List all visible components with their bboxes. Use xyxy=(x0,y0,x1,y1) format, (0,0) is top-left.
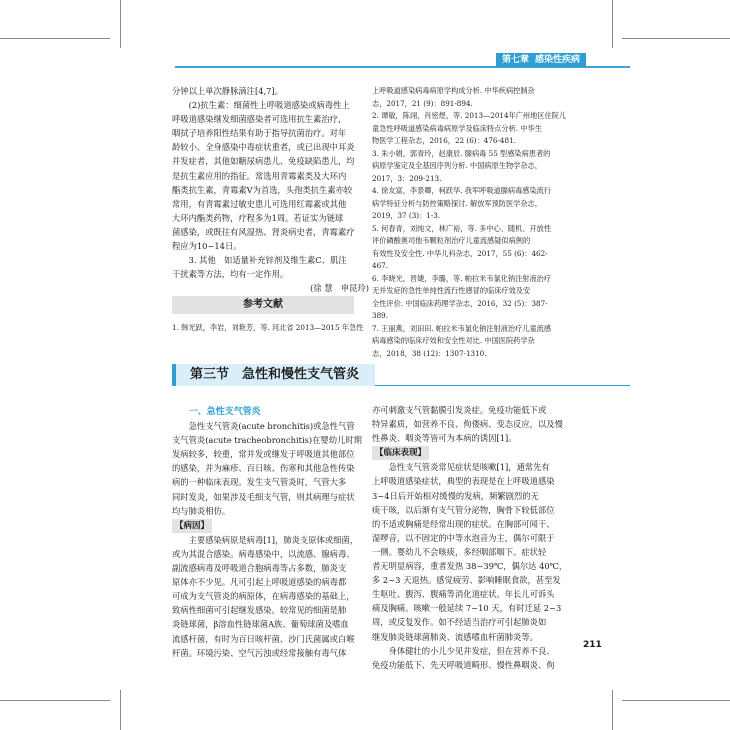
text-line: 程应为10~14日。 xyxy=(172,241,242,252)
reference-item: 6. 李晓光，晋婕，李璐，等. 帕拉米韦氯化钠注射液治疗 xyxy=(372,273,552,283)
lower-left-column xyxy=(172,404,369,660)
text-line: 同时发炎，如果涉及毛细支气管，则其病理与症状 xyxy=(172,491,355,502)
text-line: 干扰素等方法，均有一定作用。 xyxy=(172,269,289,280)
reference-item: 评价磷酸奥司他韦颗粒剂治疗儿童流感疑似病例的 xyxy=(372,236,531,245)
etiology-tag: 【病因】 xyxy=(172,519,212,533)
references-right xyxy=(372,85,578,360)
author-signature: (徐 慧 申昆玲) xyxy=(310,283,369,294)
section-heading: 第三节 急性和慢性支气管炎 xyxy=(172,364,375,386)
reference-item: 2017，3：209-213. xyxy=(372,173,442,183)
text-line: 3. 其他 如适量补充锌剂及维生素C、肌注 xyxy=(188,255,347,266)
text-line: 流感杆菌，有时为百日咳杆菌、沙门氏菌属或白喉 xyxy=(172,633,355,644)
text-line: 3~4日后开始相对缓慢的发病，频繁剧烈的无 xyxy=(372,490,539,501)
text-line: 是抗生素应用的指征。常选用青霉素类及大环内 xyxy=(172,170,347,181)
text-line: 身体健壮的小儿少见并发症，但在营养不良、 xyxy=(388,645,555,656)
etiology-heading xyxy=(172,518,369,533)
text-line: 生呕吐、腹泻、腹痛等消化道症状。年长儿可诉头 xyxy=(372,589,555,600)
reference-item: 5. 何春青，刘纯文，林广裕，等. 多中心、随机、开放性 xyxy=(372,223,552,233)
text-line: 发病较多，较重，常并发或继发于呼吸道其他部位 xyxy=(172,449,355,460)
reference-item: 物医学工程杂志，2016，22 (6)：476-481. xyxy=(372,136,516,145)
text-line: 菌感染，或既往有风湿热、肾炎病史者，青霉素疗 xyxy=(172,226,355,237)
text-line: 副流感病毒及呼吸道合胞病毒等占多数，肺炎支 xyxy=(172,563,347,574)
reference-item: 上呼吸道感染病毒病原学构成分析. 中华疾病控制杂 xyxy=(372,86,535,95)
text-line: 原体亦不少见。凡可引起上呼吸道感染的病毒都 xyxy=(172,577,347,588)
subsection-heading xyxy=(172,404,369,419)
text-line: 常用，有青霉素过敏史患儿可选用红霉素或其他 xyxy=(172,198,347,209)
text-line: 大环内酯类药物，疗程多为1周。若证实为链球 xyxy=(172,212,344,223)
reference-item: 志，2018，38 (12)：1307-1310. xyxy=(372,348,487,358)
text-line: 杆菌。环境污染、空气污浊或经常接触有毒气体 xyxy=(172,647,347,658)
reference-item: 467. xyxy=(372,261,389,270)
text-line: 上呼吸道感染症状，典型的表现是在上呼吸道感染 xyxy=(372,476,555,487)
reference-item: 志，2017，21 (9)：891-894. xyxy=(372,98,473,108)
reference-item: 病学特征分析与防控策略探讨. 解放军预防医学杂志， xyxy=(372,198,542,208)
text-line: 致病性细菌可引起继发感染。较常见的细菌是肺 xyxy=(172,605,347,616)
text-line: 可成为支气管炎的病原体，在病毒感染的基础上， xyxy=(172,591,355,602)
text-line: 多 2~3 天退热。感觉疲劳、影响睡眠食欲，甚至发 xyxy=(372,575,561,586)
reference-item: 病毒感染的临床疗效和安全性对比. 中国医院药学杂 xyxy=(372,336,535,345)
lower-right-column xyxy=(372,403,578,672)
reference-item: 2019，37 (3)：1-3. xyxy=(372,211,441,220)
text-line: 呼吸道感染继发细菌感染者可选用抗生素治疗， xyxy=(172,114,347,125)
text-line: 痰干咳，以后渐有支气管分泌物，胸骨下较低部位 xyxy=(372,504,555,515)
text-line: 均与肺炎相仿。 xyxy=(172,505,231,516)
text-line: 一侧。婴幼儿不会咳痰，多经咽部咽下。症状轻 xyxy=(372,546,547,557)
reference-item: 无并发症的急性单纯性流行性感冒的临床疗效及安 xyxy=(372,286,531,295)
crop-mark-bottom-right-h xyxy=(622,700,730,701)
references-left xyxy=(172,322,372,335)
text-line: 的感染，并为麻疹、百日咳、伤寒和其他急性传染 xyxy=(172,463,355,474)
text-line: 咽拭子培养阳性结果有助于指导抗菌治疗。对年 xyxy=(172,128,347,139)
text-line: (2)抗生素：细菌性上呼吸道感染或病毒性上 xyxy=(188,100,350,111)
references-heading: 参考文献 xyxy=(172,296,354,314)
text-line: 炎链球菌，β溶血性链球菌A族、葡萄球菌及嗜血 xyxy=(172,619,349,630)
section-rule xyxy=(375,385,630,386)
crop-mark-top-right-h xyxy=(622,38,730,39)
text-line: 湿啰音，以不固定的中等水泡音为主，偶尔可限于 xyxy=(372,532,555,543)
subsection-title: 一、急性支气管炎 xyxy=(188,407,261,417)
text-line: 周，或反复发作。如不经适当治疗可引起肺炎如 xyxy=(372,617,547,628)
crop-mark-top-left-v xyxy=(120,0,121,48)
upper-left-column xyxy=(172,84,369,295)
text-line: 继发肺炎链球菌肺炎、流感嗜血杆菌肺炎等。 xyxy=(372,631,538,642)
crop-mark-top-left-h xyxy=(0,38,110,39)
text-line: 特异素质，如营养不良、佝偻病、变态反应，以及慢 xyxy=(372,419,563,430)
text-line: 急性支气管炎常见症状是咳嗽[1]，通常先有 xyxy=(388,462,550,473)
crop-mark-bottom-left-v xyxy=(120,690,121,730)
clinical-heading xyxy=(372,445,578,460)
text-line: 并发症者，其他如糖尿病患儿、免疫缺陷患儿，均 xyxy=(172,156,355,167)
text-line: 亦可刺激支气管黏膜引发炎症。免疫功能低下或 xyxy=(372,405,547,415)
crop-mark-bottom-right-v xyxy=(612,690,613,730)
reference-item: 3. 朱小娟，郭青玲，赵康辰. 腺病毒 55 型感染病患者的 xyxy=(372,148,551,158)
text-line: 分钟以上单次静脉滴注[4,7]。 xyxy=(172,86,283,96)
text-line: 痛及胸痛。咳嗽一般延续 7~10 天，有时迁延 2~3 xyxy=(372,603,562,614)
reference-item: 有效性及安全性. 中华儿科杂志，2017，55 (6)：462- xyxy=(372,248,548,258)
reference-item: 病原学鉴定及全基因序列分析. 中国病原生物学杂志， xyxy=(372,161,542,170)
text-line: 酯类抗生素，青霉素V为首选，头孢类抗生素亦较 xyxy=(172,184,353,195)
chapter-label: 第七章 xyxy=(501,55,529,65)
crop-mark-top-right-v xyxy=(612,0,613,48)
text-line: 急性支气管炎(acute bronchitis)或急性气管 xyxy=(188,421,355,432)
reference-item: 2. 谭敏，陈翊，肖密煜，等. 2013—2014年广州地区住院儿 xyxy=(372,111,567,120)
text-line: 者无明显病容，重者发热 38~39℃，偶尔达 40℃， xyxy=(372,561,568,572)
reference-item: 1. 韩光跃，李岩，刘艳芳，等. 河北省 2013—2015 年急性 xyxy=(172,323,364,332)
clinical-tag: 【临床表现】 xyxy=(372,446,429,460)
reference-item: 童急性呼吸道感染病毒病原学及临床特点分析. 中华生 xyxy=(372,123,542,133)
text-line: 龄较小、全身感染中毒症状重者，或已出现中耳炎 xyxy=(172,142,355,153)
text-line: 主要感染病原是病毒[1]，肺炎支原体或细菌， xyxy=(188,534,358,545)
text-line: 或为其混合感染。病毒感染中，以流感、腺病毒、 xyxy=(172,548,355,559)
chapter-title: 感染性疾病 xyxy=(534,55,580,65)
reference-item: 7. 王丽燕，刘田田. 帕拉米韦氯化钠注射液治疗儿童流感 xyxy=(372,323,552,333)
text-line: 的不适或胸痛是经常出现的症状。在胸部可闻干、 xyxy=(372,518,555,529)
text-line: 支气管炎(acute tracheobronchitis)在婴幼儿时期 xyxy=(172,435,362,446)
page-number: 211 xyxy=(583,640,602,650)
reference-item: 389. xyxy=(372,311,389,320)
text-line: 免疫功能低下、先天呼吸道畸形、慢性鼻咽炎、佝 xyxy=(372,659,555,670)
reference-item: 全性评价. 中国临床药理学杂志，2016，32 (5)：387- xyxy=(372,298,548,308)
crop-mark-bottom-left-h xyxy=(0,700,110,701)
reference-item: 4. 徐友富，李景卿，柯跃华. 我军呼吸道腺病毒感染流行 xyxy=(372,186,552,195)
text-line: 性鼻炎、咽炎等皆可为本病的诱因[1]。 xyxy=(372,433,517,444)
running-header xyxy=(496,53,586,67)
text-line: 病的一种临床表现。发生支气管炎时，气管大多 xyxy=(172,477,347,488)
